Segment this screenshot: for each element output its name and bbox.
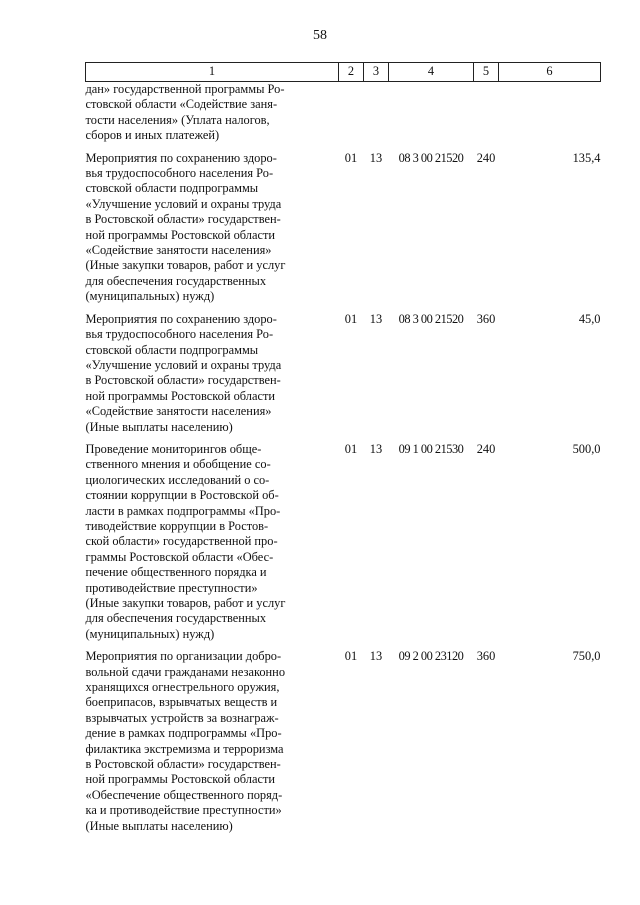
- row-section-code: 01: [344, 311, 358, 326]
- row-subsection-code: 13: [369, 311, 383, 326]
- description-line: граммы Ростовской области «Обес-: [85, 549, 274, 564]
- description-line: (Иные закупки товаров, работ и услуг: [85, 596, 286, 610]
- description-line: ной программы Ростовской области: [85, 772, 276, 787]
- row-amount: 45,0: [578, 311, 601, 326]
- table-header-row: [86, 63, 601, 82]
- row-subsection-code: 13: [369, 441, 383, 456]
- description-line: стовской области подпрограммы: [85, 181, 259, 196]
- row-amount: 750,0: [572, 649, 601, 664]
- description-line: стовской области подпрограммы: [85, 342, 259, 357]
- row-expense-type-code: 360: [476, 311, 496, 326]
- header-col-2: 2: [339, 63, 364, 82]
- row-section-code: [339, 82, 364, 151]
- description-line: (муниципальных) нужд): [85, 626, 215, 641]
- description-line: вья трудоспособного населения Ро-: [85, 327, 274, 342]
- description-line: «Улучшение условий и охраны труда: [85, 357, 282, 372]
- table-body: [86, 82, 601, 842]
- description-line: Мероприятия по организации добро-: [85, 649, 282, 664]
- table-row: [86, 442, 601, 649]
- description-line: боеприпасов, взрывчатых веществ и: [85, 695, 278, 710]
- description-line: ласти в рамках подпрограммы «Про-: [85, 503, 281, 518]
- description-line: противодействие преступности»: [85, 580, 258, 595]
- row-target-article-code: 09 1 00 21530: [398, 441, 464, 456]
- header-col-6: 6: [499, 63, 601, 82]
- row-section-code: 01: [344, 441, 358, 456]
- description-line: (Иные выплаты населению): [85, 818, 233, 833]
- description-line: ка и противодействие преступности»: [85, 803, 282, 818]
- row-subsection-code: 13: [369, 649, 383, 664]
- description-line: печение общественного порядка и: [85, 565, 267, 580]
- description-line: (Иные закупки товаров, работ и услуг: [85, 258, 286, 273]
- description-line: для обеспечения государственных: [85, 273, 267, 288]
- header-col-3: 3: [364, 63, 389, 82]
- row-target-article-code: [389, 82, 474, 151]
- row-expense-type-code: 360: [476, 649, 496, 664]
- table-row: [86, 312, 601, 442]
- description-line: «Содействие занятости населения»: [85, 243, 272, 258]
- description-line: тости населения» (Уплата налогов,: [85, 112, 270, 127]
- row-subsection-code: [364, 82, 389, 151]
- description-line: ской области» государственной про-: [85, 534, 278, 549]
- description-line: стоянии коррупции в Ростовской об-: [85, 488, 279, 503]
- row-amount: 500,0: [572, 441, 601, 456]
- description-line: в Ростовской области» государствен-: [85, 373, 281, 388]
- row-description: [86, 82, 339, 151]
- table-row: [86, 82, 601, 151]
- description-line: Мероприятия по сохранению здоро-: [85, 311, 277, 326]
- page-number: 58: [313, 28, 327, 43]
- row-amount: [499, 82, 601, 151]
- row-expense-type-code: 240: [476, 441, 496, 456]
- description-line: «Обеспечение общественного поряд-: [85, 787, 283, 802]
- row-section-code: 01: [344, 150, 358, 165]
- row-expense-type-code: [474, 82, 499, 151]
- description-line: ной программы Ростовской области: [85, 227, 276, 242]
- description-line: для обеспечения государственных: [85, 611, 267, 626]
- row-description: [86, 151, 339, 312]
- description-line: хранящихся огнестрельного оружия,: [85, 680, 280, 695]
- row-target-article-code: 09 2 00 23120: [398, 649, 464, 664]
- description-line: ной программы Ростовской области: [85, 388, 276, 403]
- header-col-4: 4: [389, 63, 474, 82]
- description-line: циологических исследований о со-: [85, 472, 270, 487]
- budget-table: [85, 62, 601, 841]
- row-section-code: 01: [344, 649, 358, 664]
- row-description: [86, 312, 339, 442]
- table-row: [86, 151, 601, 312]
- row-target-article-code: 08 3 00 21520: [398, 150, 464, 165]
- description-line: в Ростовской области» государствен-: [85, 212, 281, 227]
- row-target-article-code: 08 3 00 21520: [398, 311, 464, 326]
- description-line: «Улучшение условий и охраны труда: [85, 196, 282, 211]
- description-line: «Содействие занятости населения»: [85, 404, 272, 419]
- row-description: [86, 649, 339, 841]
- description-line: взрывчатых устройств за вознаграж-: [85, 710, 279, 725]
- table-row: [86, 649, 601, 841]
- row-amount: 135,4: [572, 150, 601, 165]
- header-col-5: 5: [474, 63, 499, 82]
- description-line: сборов и иных платежей): [85, 128, 220, 143]
- header-col-1: 1: [86, 63, 339, 82]
- description-line: дение в рамках подпрограммы «Про-: [85, 726, 282, 741]
- description-line: тиводействие коррупции в Ростов-: [85, 518, 269, 533]
- row-subsection-code: 13: [369, 150, 383, 165]
- description-line: дан» государственной программы Ро-: [85, 82, 285, 96]
- description-line: (Иные выплаты населению): [85, 419, 233, 434]
- description-line: стовской области «Содействие заня-: [85, 97, 278, 112]
- description-line: ственного мнения и обобщение со-: [85, 457, 271, 472]
- row-expense-type-code: 240: [476, 150, 496, 165]
- description-line: вья трудоспособного населения Ро-: [85, 166, 274, 181]
- description-line: Проведение мониторингов обще-: [85, 441, 262, 456]
- description-line: вольной сдачи гражданами незаконно: [85, 664, 286, 679]
- description-line: (муниципальных) нужд): [85, 289, 215, 304]
- description-line: в Ростовской области» государствен-: [85, 757, 281, 772]
- description-line: филактика экстремизма и терроризма: [85, 741, 284, 756]
- row-description: [86, 442, 339, 649]
- description-line: Мероприятия по сохранению здоро-: [85, 150, 277, 165]
